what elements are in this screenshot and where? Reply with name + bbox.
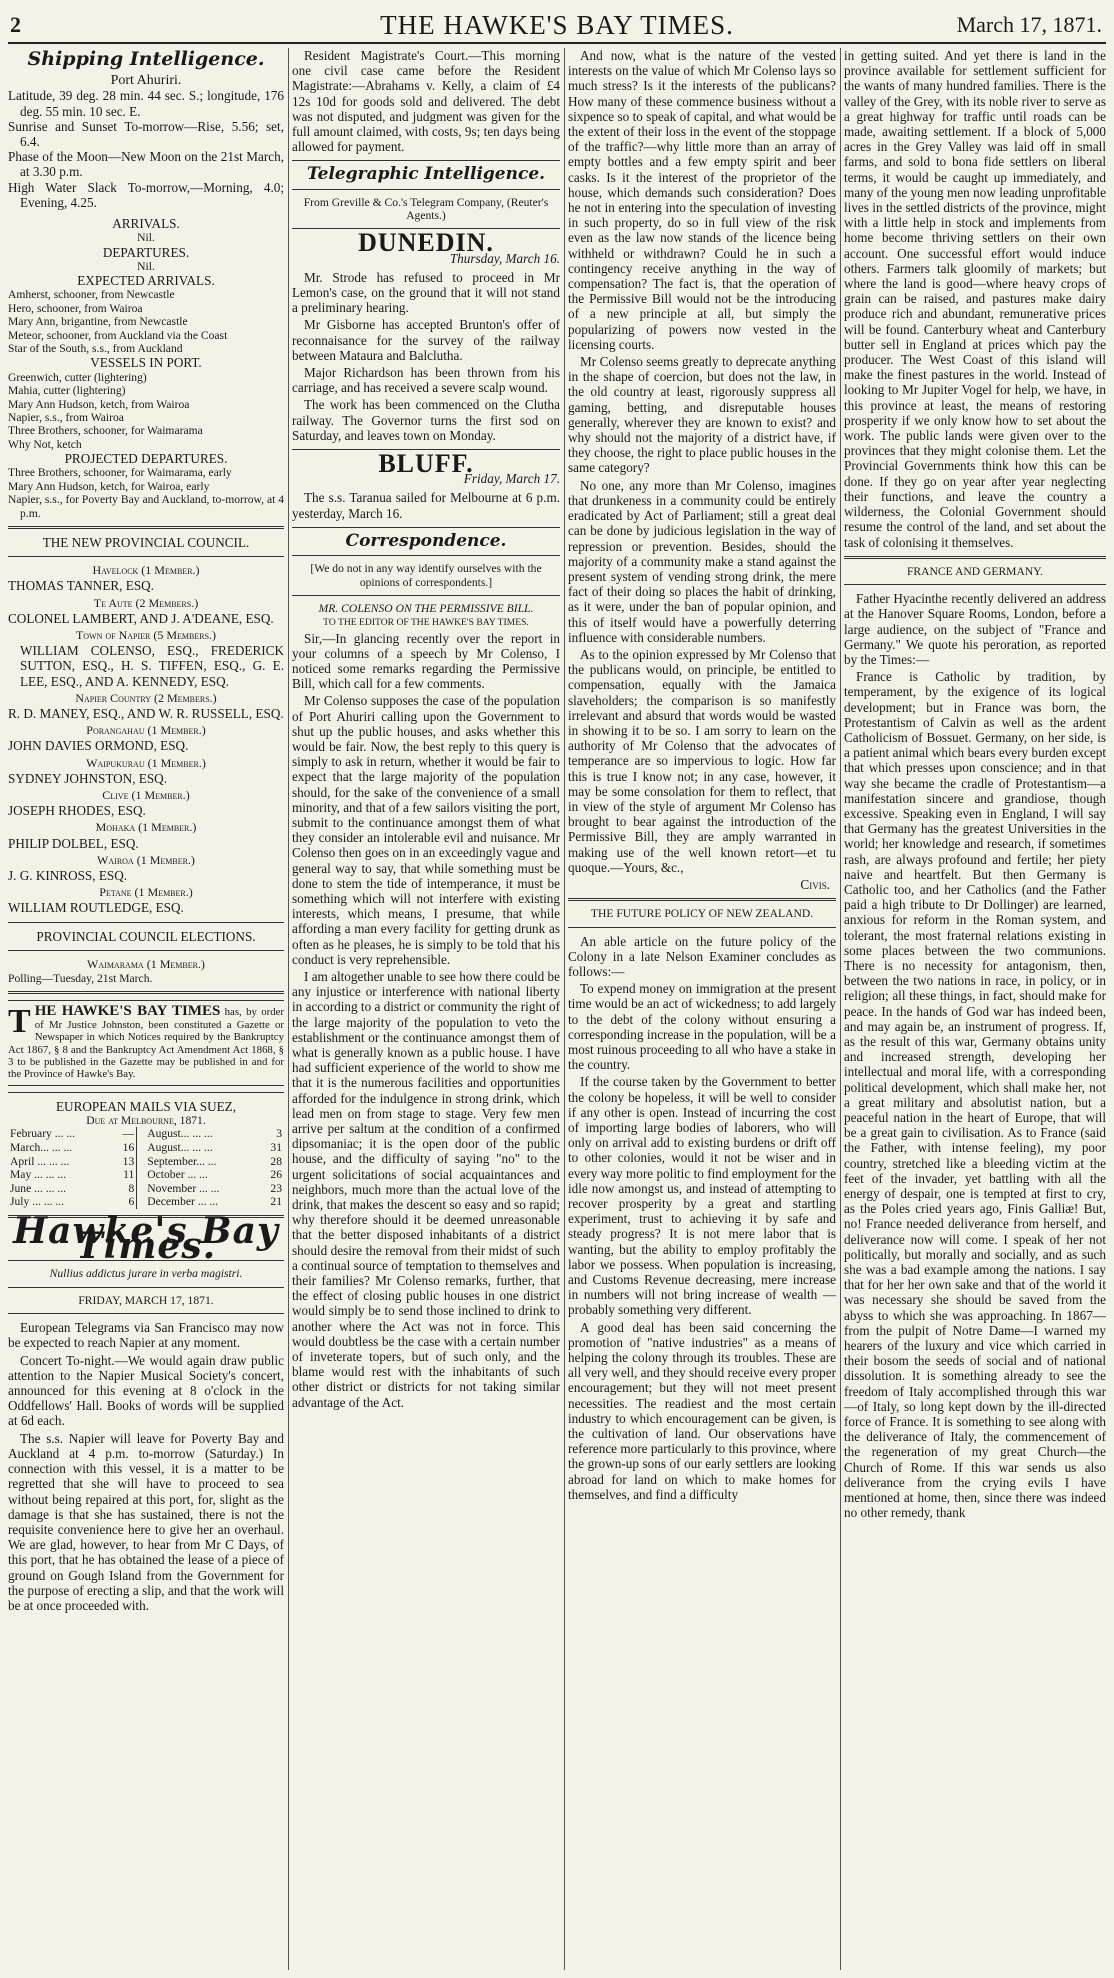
letter-paragraph: No one, any more than Mr Colenso, imagines that drunkeness in a community could be entirely eradicated by Act of Parliament; still a great deal can be done by judicious legislation in the way of repression or prevention. Besides, should the majority of a community make a stand against the present system of vending strong drink, the mere fact of their doing so places the habit of drinking, as it were, under the ban of popular opinion, and this of itself would have a powerfully deterring influence with considerable numbers.: [568, 477, 836, 645]
arrivals-value: Nil.: [137, 231, 155, 245]
mail-day: 6: [128, 1195, 135, 1209]
seat-name: Mohaka (1 Member.): [95, 820, 197, 835]
mail-day: 11: [123, 1168, 135, 1182]
list-item: Mary Ann Hudson, ketch, for Wairoa, early: [8, 479, 210, 493]
table-separator: [137, 1127, 146, 1141]
divider: [292, 160, 560, 161]
mail-day: 8: [128, 1181, 135, 1195]
editorial-paragraph: The s.s. Napier will leave for Poverty Bay and Auckland at 4 p.m. to-morrow (Saturday.) In connection with this vessel, it is a matter to be regretted that she will have to proceed to sea without being repaired at this port, for, slight as the damage is that she has sustained, there is not the requisite convenience here to give her an overhaul. We are glad, however, to hear from Mr C Days, of this port, that he has obtained the lease of a piece of ground on Gough Island from the Government for the purpose of erecting a slip, and that the work will be at once proceeded with.: [8, 1430, 284, 1613]
telegraphic-heading: Telegraphic Intelligence.: [306, 164, 546, 185]
divider: [8, 1092, 284, 1093]
mails-row: [8, 1195, 284, 1209]
inport-heading: VESSELS IN PORT.: [90, 355, 202, 371]
letter-paragraph: As to the opinion expressed by Mr Colenso that the publicans would, on principle, be entitled to compensation, equally with the Jamaica slaveholders; the comparison is so manifestly irrelevant and absurd that words would be wasted in showing it to be so. I am sorry to learn on the authority of Mr Colenso that the advocates of temperance are so impervious to logic. How far this is true I know not; in any case, however, it may be some consolation for them to reflect, that in view of the style of argument Mr Colenso has brought to bear against the introduction of the Permissive Bill, they are amply warranted in making use of the well known retort—et tu quoque.—Yours, &c.,: [568, 646, 836, 875]
article-paragraph: France is Catholic by tradition, by temperament, by the exigence of its logical development; but in France was born, the Protestantism of Calvin as well as the ardent Catholicism of Bossuet. Germany, on her side, is a patient animal which bears every burden except that which presses upon conscience; and in that way she became the cradle of Protestantism—a manifestation sincere and grandiose, though excessive. Speaking even in England, I will say that Germany has the greatest Universities in the world; her knowledge and research, if sometimes rash, are always profound and fertile; her piety naive and heartfelt. But then Germany is Catholic too, and her Catholics (and the Father paid a high tribute to Dr Dollinger) are learned, anxious for reform in the Roman system, and tolerant, the most fraternal relations existing in some places between the two communions. There is no necessity for antagonism, then, between the two nations in race, in policy, or in religion; all these things, in fact, should make for peace. In the hands of God war has indeed been, and may again be, an instrument of progress. If, as the result of this war, Germany obtains unity and increased strength, developing her intellectual and moral life, with a corresponding political development, which shall make her, not a great military and absolutist nation, but a peaceful nation in the heart of Europe, that will be a great gain to civilisation. As to France (said the Father, with intense feeling), my poor country, stretched like a bleeding victim at the feet of the invader, yet battling with all the energy of despair, one is tempted at first to cry, as the Poles cried years ago, Finis Galliæ! But, no! France needed deliverance from herself, and deliverance now will come. I speak of her not politically, but morally and socially, and as such she was a bad example among the nations. I say that for her her own sake and that of the world it was necessary she should be saved from the abyss to which she was approaching. In 1867—from the pulpit of Notre Dame—I warned my hearers of the luxury and vice which carried in their bosom the seeds of social and of national dissolution. It is something already to see the freedom of Italy accomplished through this war—of Italy, so long kept down by the ill-directed force of France. It is something to see along with the deliverance of Italy, the commencement of the regeneration of my great Church—the Church of Rome. If this war sends us also deliverance from the crying evils I have mentioned at home, then, since there was indeed no other remedy, thank: [844, 669, 1106, 1521]
arrivals-heading: ARRIVALS.: [112, 216, 180, 232]
seat-members: COLONEL LAMBERT, AND J. A'DEANE, ESQ.: [8, 610, 274, 626]
departures-heading: DEPARTURES.: [102, 244, 190, 260]
editorial-masthead: Hawke's Bay Times.: [13, 1210, 279, 1268]
letter-paragraph: And now, what is the nature of the vested interests on the value of which Mr Colenso lays so much stress? Is it the interests of the publicans? How many of these commence business without a sixpence so to speak of capital, and what would be the extent of their loss in the event of the stoppage of the traffic?—why little more than an array of empty bottles and a few empty spirit and beer casks. Is it the interest of the proprietor of the house, which demands such consideration? Does he not in entering into the speculation of investing in such property, do so in full view of the risk even as the law now stands of the licence being withheld or withdrawn? Could he in such a contingency receive anything in the way of compensation? The fact is, that the operation of the Permissive Bill would not be the introducing of a new principle at all, but simply the popularizing of powers now vested in the licensing courts.: [568, 48, 836, 352]
letter-title: MR. COLENSO ON THE PERMISSIVE BILL.: [318, 601, 534, 615]
divider: [292, 527, 560, 528]
letter-paragraph: Mr Colenso seems greatly to deprecate anything in the shape of coercion, but does not the law, in the old country at least, rigorously suppress all gaming, betting, and disreputable houses generally, wherever they are known to exist? and why should not the majority of a district have, if they choose, the right to place public houses in the same category?: [568, 354, 836, 476]
page-number: 2: [10, 12, 21, 37]
mail-day: 16: [122, 1141, 135, 1155]
telegram-paragraph: Major Richardson has been thrown from his carriage, and has received a severe scalp wound.: [292, 365, 560, 396]
article-intro: Father Hyacinthe recently delivered an address at the Hanover Square Rooms, London, before a large audience, on the subject of "France and Germany." We quote his peroration, as reported by the Times:—: [844, 591, 1106, 667]
editorial-date: FRIDAY, MARCH 17, 1871.: [78, 1293, 214, 1307]
motto: Nullius addictus jurare in verba magistri.: [49, 1267, 243, 1281]
seat-members: JOHN DAVIES ORMOND, ESQ.: [8, 738, 189, 754]
telegram-source: From Greville & Co.'s Telegram Company, (Reuter's Agents.): [303, 195, 549, 223]
column-2: [292, 48, 560, 1970]
notice-body: has, by order of Mr Justice Johnston, been constituted a Gazette or Newspaper in which Notices required by the Bankruptcy Act 1867, § 8 and the Bankruptcy Act Amendment Act 1868, § 3 to be published in the Gazette may be published in and for the Province of Hawke's Bay.: [8, 1006, 284, 1081]
letter-paragraph: Mr Colenso supposes the case of the population of Port Ahuriri calling upon the Government to shut up the public houses, and asks whether this would be fair. Now, the best reply to this query is simply to ask in return, whether it would be fair to expect that the large majority of the population should, for the sake of the convenience of a small minority, and that of a few sailors visiting the port, submit to the continuance amongst them of what they consider an intolerable evil and nuisance. Mr Colenso then goes on in an exceedingly vague and general way to say, that while something must be done to stem the tide of intemperance, it must be something which will not interfere with existing interests, which means, I presume, that while affording a man every facility for getting drunk as often as he pleases, he is simply to be told that his conduct is very reprehensible.: [292, 693, 560, 967]
telegram-paragraph: The work has been commenced on the Clutha railway. The Governor turns the first sod on Saturday, and leaves town on Monday.: [292, 397, 560, 443]
bankruptcy-notice: [8, 1000, 284, 1085]
article-heading: THE FUTURE POLICY OF NEW ZEALAND.: [590, 907, 814, 921]
list-item: Hero, schooner, from Wairoa: [8, 301, 143, 315]
telegram-paragraph: Mr Gisborne has accepted Brunton's offer of reconnaisance for the survey of the railway between Mataura and Balclutha.: [292, 317, 560, 363]
seat-members: J. G. KINROSS, ESQ.: [8, 868, 128, 884]
mails-row: [8, 1155, 284, 1169]
editorial-paragraph: Concert To-night.—We would again draw public attention to the Napier Musical Society's concert, announced for this evening at 8 o'clock in the Oddfellows' Hall. Books of words will be supplied at 6d each.: [8, 1352, 284, 1429]
divider: [844, 556, 1106, 559]
mail-month: February ... ...: [10, 1127, 76, 1141]
article-paragraph: To expend money on immigration at the present time would be an act of wickedness; to add largely to the debt of the colony without ensuring a corresponding increase in the population, will be a most ruinous proceeding to all who have a stake in the country.: [568, 981, 836, 1073]
mail-month: September... ...: [147, 1154, 217, 1168]
masthead: [8, 8, 1106, 44]
shipping-line: Sunrise and Sunset To-morrow—Rise, 5.56; set, 6.4.: [8, 118, 284, 150]
list-item: Amherst, schooner, from Newcastle: [8, 288, 175, 302]
table-separator: [137, 1168, 146, 1182]
mail-month: April ... ... ...: [10, 1154, 70, 1168]
shipping-line: Latitude, 39 deg. 28 min. 44 sec. S.; longitude, 176 deg. 55 min. 10 sec. E.: [8, 88, 284, 119]
letter-salutation-line: TO THE EDITOR OF THE HAWKE'S BAY TIMES.: [323, 617, 529, 629]
newspaper-page: [8, 8, 1106, 1970]
seat-members: R. D. MANEY, ESQ., AND W. R. RUSSELL, ESQ.: [8, 705, 284, 721]
column-3: [568, 48, 836, 1970]
seat-members: WILLIAM COLENSO, ESQ., FREDERICK SUTTON, ESQ., H. S. TIFFEN, ESQ., G. E. LEE, ESQ., AND A. KENNEDY, ESQ.: [20, 643, 284, 689]
polling-date: Polling—Tuesday, 21st March.: [8, 972, 153, 986]
mail-month: May ... ... ...: [10, 1168, 67, 1182]
list-item: Mary Ann, brigantine, from Newcastle: [8, 315, 188, 329]
list-item: Napier, s.s., for Poverty Bay and Auckland, to-morrow, at 4 p.m.: [8, 493, 284, 520]
seat-name: Waipukurau (1 Member.): [86, 755, 206, 770]
divider: [568, 898, 836, 901]
seat-members: THOMAS TANNER, ESQ.: [8, 578, 154, 594]
shipping-line: Phase of the Moon—New Moon on the 21st March, at 3.30 p.m.: [8, 149, 284, 180]
mail-day: 31: [270, 1141, 282, 1155]
mail-day: 3: [276, 1127, 282, 1141]
mails-table: [8, 1127, 284, 1209]
council-heading: THE NEW PROVINCIAL COUNCIL.: [42, 534, 250, 550]
expected-heading: EXPECTED ARRIVALS.: [77, 273, 215, 289]
mails-row: [8, 1127, 284, 1141]
mail-month: December ... ...: [147, 1195, 219, 1209]
mail-day: 23: [270, 1181, 282, 1195]
dateline-date: Thursday, March 16.: [449, 250, 560, 266]
article-paragraph: A good deal has been said concerning the promotion of "native industries" as a means of helping the colony through its troubles. These are all very well, and they should receive every proper encouragement; but they will not meet present necessities. The readiest and the most certain industry to which encouragement can be given, is the cultivation of land. Our observations have reference more particularly to this province, where the grown-up sons of our early settlers are looking abroad for land on which to make homes for themselves, and find a difficulty: [568, 1319, 836, 1502]
departures-value: Nil.: [137, 259, 155, 273]
article-intro: An able article on the future policy of the Colony in a late Nelson Examiner concludes as follows:—: [568, 933, 836, 979]
table-separator: [137, 1155, 146, 1169]
letter-paragraph: I am altogether unable to see how there could be any injustice or interference with national liberty in according to a district or community the right of the large majority of the population to veto the establishment or the continuance amongst them of what is generally known as a public house. I have had sufficient experience of the world to show me that it is the numerous facilities and opportunities afforded for the indulgence in strong drink, which lead men on from stage to stage. Very few men arrive per saltum at the condition of a confirmed dipsomaniac; it is the open door of the public house, and the difficulty of saying "no" to the urgent solicitations of social acquaintances and neighbors, much more than the actual love of the drink, that makes the descent so easy and so rapid; why therefore should it be deemed unreasonable that the better disposed inhabitants of a district should desire the removal from their midst of such a continual source of temptation to themselves and their families? Mr Colenso remarks, further, that the effect of closing public houses in one district would simply be to send those inclined to drink to another where the Act was not in force. This would doubtless be the case with a certain number of inveterate topers, but of such only, and the blame would rest with the inhabitants of such other district or districts for not taking similar advantage of the Act.: [292, 968, 560, 1410]
seat-name: Napier Country (2 Members.): [75, 690, 217, 705]
seat-name: Havelock (1 Member.): [92, 563, 200, 578]
divider: [8, 950, 284, 951]
mails-row: [8, 1141, 284, 1155]
mail-month: August... ... ...: [147, 1141, 213, 1155]
divider: [292, 595, 560, 596]
mail-month: July ... ... ...: [10, 1195, 65, 1209]
seat-name: Clive (1 Member.): [102, 788, 190, 802]
divider: [8, 1287, 284, 1288]
divider: [8, 922, 284, 923]
mail-month: March... ... ...: [10, 1141, 73, 1155]
mail-day: —: [122, 1127, 135, 1141]
dateline-place: BLUFF.: [378, 449, 474, 479]
mail-day: 21: [270, 1195, 282, 1209]
notice-head: HE HAWKE'S BAY TIMES: [34, 1003, 221, 1020]
elections-heading: PROVINCIAL COUNCIL ELECTIONS.: [36, 928, 256, 944]
column-4: [844, 48, 1106, 1970]
mail-month: October ... ...: [147, 1168, 208, 1182]
article-paragraph: If the course taken by the Government to better the colony be hopeless, it will be well to consider if any other is open. Instead of incurring the cost of importing large bodies of laborers, who will only on arrival add to existing burdens or drift off to other colonies, would it not be wiser and in every way more politic to find employment for the idle now amongst us, and instead of attempting to recover prosperity by a great and startling experiment, trust to achieving it by safe and steady progress? It is not mere labor that is wanting, but the ability to employ profitably the labor we possess. When population is increasing, and Customs Revenue decreasing, mere increase in numbers will not bring increase of wealth —probably something very different.: [568, 1074, 836, 1318]
divider: [8, 1313, 284, 1314]
list-item: Mary Ann Hudson, ketch, from Wairoa: [8, 397, 190, 411]
table-separator: [137, 1195, 146, 1209]
shipping-heading: Shipping Intelligence.: [27, 48, 265, 70]
editorial-paragraph: European Telegrams via San Francisco may now be expected to reach Napier at any moment.: [8, 1320, 284, 1351]
mail-month: June ... ... ...: [10, 1181, 67, 1195]
telegram-paragraph: Mr. Strode has refused to proceed in Mr Lemon's case, on the ground that it will not stand a preliminary hearing.: [292, 269, 560, 316]
divider: [8, 526, 284, 529]
list-item: Mahia, cutter (lightering): [8, 384, 126, 398]
list-item: Why Not, ketch: [8, 437, 82, 451]
mail-day: 26: [270, 1168, 282, 1182]
mails-row: [8, 1182, 284, 1196]
mails-row: [8, 1168, 284, 1182]
seat-members: JOSEPH RHODES, ESQ.: [8, 803, 146, 819]
divider: [8, 991, 284, 994]
divider: [292, 555, 560, 556]
seat-members: SYDNEY JOHNSTON, ESQ.: [8, 770, 167, 786]
dateline-date: Friday, March 17.: [463, 471, 560, 487]
dateline-place: DUNEDIN.: [358, 228, 494, 258]
seat-members: PHILIP DOLBEL, ESQ.: [8, 835, 139, 851]
mail-month: November ... ...: [147, 1181, 220, 1195]
divider: [292, 189, 560, 190]
mail-month: August... ... ...: [147, 1127, 213, 1141]
divider: [844, 584, 1106, 585]
columns: [8, 48, 1106, 1970]
mails-subheading: Due at Melbourne, 1871.: [86, 1114, 206, 1128]
port-name: Port Ahuriri.: [110, 73, 182, 89]
seat-name: Wairoa (1 Member.): [97, 852, 195, 867]
letter-signature: Civis.: [800, 876, 830, 892]
list-item: Meteor, schooner, from Auckland via the Coast: [8, 328, 228, 342]
seat-name: Porangahau (1 Member.): [86, 723, 206, 738]
shipping-line: High Water Slack To-morrow,—Morning, 4.0; Evening, 4.25.: [8, 179, 284, 210]
mails-heading: EUROPEAN MAILS VIA SUEZ,: [56, 1098, 236, 1114]
list-item: Napier, s.s., from Wairoa: [8, 410, 124, 424]
correspondence-heading: Correspondence.: [345, 530, 507, 551]
mail-day: 28: [270, 1154, 282, 1168]
mail-day: 13: [122, 1154, 135, 1168]
projected-heading: PROJECTED DEPARTURES.: [64, 451, 228, 467]
column-1: [8, 48, 284, 1970]
table-separator: [137, 1141, 146, 1155]
letter-paragraph: Sir,—In glancing recently over the report in your columns of a speech by Mr Colenso, I noticed some remarks regarding the Permissive Bill, which call for a few comments.: [292, 630, 560, 692]
newspaper-title: THE HAWKE'S BAY TIMES.: [380, 10, 734, 40]
list-item: Three Brothers, schooner, for Waimarama: [8, 424, 203, 438]
court-paragraph: Resident Magistrate's Court.—This morning one civil case came before the Resident Magistrate:—Abrahams v. Kelly, a claim of £4 12s 10d for goods sold and delivered. The debt was not disputed, and judgment was given for the full amount claimed, with costs, 9s; ten days being allowed for payment.: [292, 48, 560, 155]
drop-cap: T: [8, 1003, 31, 1041]
seat-name: Town of Napier (5 Members.): [75, 627, 217, 642]
seat-members: WILLIAM ROUTLEDGE, ESQ.: [8, 900, 184, 916]
list-item: Star of the South, s.s., from Auckland: [8, 342, 183, 356]
correspondence-disclaimer: [We do not in any way identify ourselves with the opinions of correspondents.]: [310, 562, 542, 589]
list-item: Three Brothers, schooner, for Waimarama, early: [8, 466, 232, 480]
divider: [8, 556, 284, 557]
article-paragraph: in getting suited. And yet there is land in the province available for settlement sufficient for the wants of many hundred families. There is the valley of the Grey, with its noble river to serve as a great highway for traffic until roads can be made, awaiting settlement. If a block of 5,000 acres in the Grey Valley was laid off in small farms, and sold to bona fide settlers on liberal terms, it would be caught up immediately, and many of the young men now leading unprofitable lives in the settled districts of the province, might with a little help in stock and implements from home become thriving settlers on their own account. One successful effort would induce others. Farmers talk gloomily of markets; but where the land is good—where heavy crops of grain can be raised, and pastures make dairy produce rich and abundant, remunerative prices will be found. Canterbury wheat and Canterbury butter sell in England at prices which pay the producer. The West Coast of this island will make the finest pastures in the world. Instead of looking to Mr Jupiter Vogel for help, we have, in this province at least, the means of restoring prosperity if we only know how to set about the work. The public lands were given over to the provinces that they might colonise them. Let the Provincial Governments think how this can be done. If they go on year after year neglecting their functions, and leave the country a wilderness, the Colonial Government should resume the control of the land, and set about the task of colonising it themselves.: [844, 48, 1106, 550]
table-separator: [137, 1182, 146, 1196]
telegram-paragraph: The s.s. Taranua sailed for Melbourne at 6 p.m. yesterday, March 16.: [292, 490, 560, 521]
list-item: Greenwich, cutter (lightering): [8, 370, 147, 384]
divider: [568, 927, 836, 928]
seat-name: Te Aute (2 Members.): [93, 595, 199, 610]
issue-date: March 17, 1871.: [956, 12, 1102, 37]
article-heading: FRANCE AND GERMANY.: [906, 564, 1044, 578]
seat-name: Waimarama (1 Member.): [87, 956, 205, 971]
seat-name: Petane (1 Member.): [99, 885, 193, 900]
